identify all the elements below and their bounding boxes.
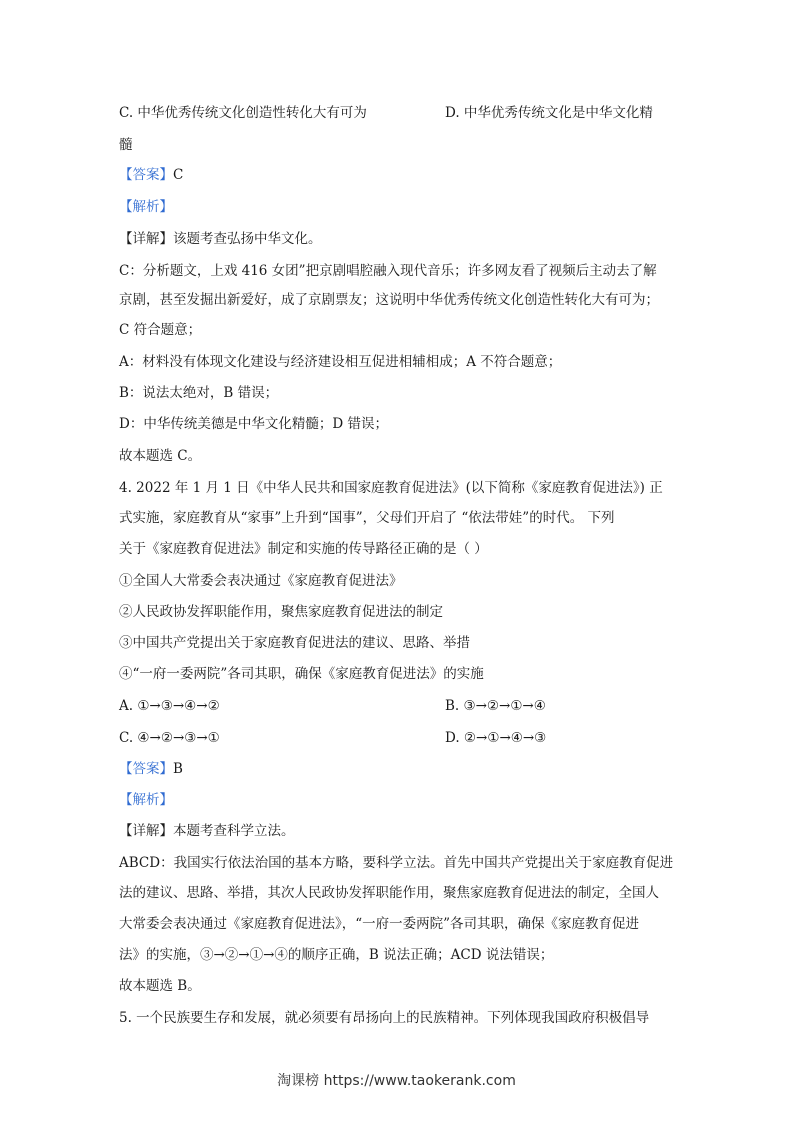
q5-stem-line: 5. 一个民族要生存和发展，就必须要有昂扬向上的民族精神。下列体现我国政府积极倡导 — [119, 1010, 650, 1026]
q4-line: 大常委会表决通过《家庭教育促进法》，“一府一委两院”各司其职，确保《家庭教育促进 — [119, 916, 640, 932]
q4-analysis-tag: 【解析】 — [119, 792, 173, 808]
q3-answer — [119, 166, 183, 184]
q4-item: ④“一府一委两院”各司其职，确保《家庭教育促进法》的实施 — [119, 666, 484, 682]
q4-line: 法的建议、思路、举措，其次人民政协发挥职能作用，聚焦家庭教育促进法的制定，全国人 — [119, 885, 659, 901]
q3-line: 京剧，甚至发掘出新爱好，成了京剧票友；这说明中华优秀传统文化创造性转化大有可为； — [119, 292, 659, 308]
footer-watermark: 淘课榜 https://www.taokerank.com — [277, 1073, 516, 1089]
q4-stem-line: 式实施，家庭教育从“家事”上升到“国事”，父母们开启了 “依法带娃”的时代。 下列 — [119, 510, 615, 526]
detail-tag: 【详解】 — [119, 823, 173, 839]
q3-line: D：中华传统美德是中华文化精髓；D 错误； — [119, 416, 388, 432]
q3-option-d: D. 中华优秀传统文化是中华文化精 — [445, 105, 653, 121]
q4-option-d: D. ②→①→④→③ — [445, 730, 547, 746]
q3-line: A：材料没有体现文化建设与经济建设相互促进相辅相成；A 不符合题意； — [119, 354, 562, 370]
detail-text: 该题考查弘扬中华文化。 — [173, 231, 322, 247]
q4-stem-line: 4. 2022 年 1 月 1 日《中华人民共和国家庭教育促进法》(以下简称《家庭教育促进法》) 正 — [119, 480, 663, 496]
q4-stem-line: 关于《家庭教育促进法》制定和实施的传导路径正确的是（ ） — [119, 541, 488, 557]
q3-line: C：分析题文，上戏 416 女团”把京剧唱腔融入现代音乐；许多网友看了视频后主动去了解 — [119, 263, 657, 279]
q3-line: B：说法太绝对，B 错误； — [119, 385, 279, 401]
q3-option-c: C. 中华优秀传统文化创造性转化大有可为 — [119, 105, 367, 121]
answer-value: C — [173, 167, 184, 183]
q3-detail — [119, 230, 322, 248]
q4-line: ABCD：我国实行依法治国的基本方略，要科学立法。首先中国共产党提出关于家庭教育促进 — [119, 855, 674, 871]
q3-line: C 符合题意； — [119, 322, 202, 338]
detail-text: 本题考查科学立法。 — [173, 823, 295, 839]
q3-analysis-tag: 【解析】 — [119, 199, 173, 215]
q4-detail — [119, 822, 295, 840]
q4-option-c: C. ④→②→③→① — [119, 730, 220, 746]
answer-tag: 【答案】 — [119, 761, 173, 777]
q3-line: 故本题选 C。 — [119, 448, 202, 464]
q4-line: 法》的实施，③→②→①→④的顺序正确，B 说法正确；ACD 说法错误； — [119, 947, 554, 963]
detail-tag: 【详解】 — [119, 231, 173, 247]
q4-option-a: A. ①→③→④→② — [119, 698, 220, 714]
q3-option-d-cont: 髓 — [119, 137, 133, 153]
q4-answer — [119, 760, 183, 778]
answer-value: B — [173, 761, 183, 777]
q4-line: 故本题选 B。 — [119, 978, 201, 994]
q4-option-b: B. ③→②→①→④ — [445, 698, 546, 714]
q4-item: ②人民政协发挥职能作用，聚焦家庭教育促进法的制定 — [119, 604, 443, 620]
q4-item: ①全国人大常委会表决通过《家庭教育促进法》 — [119, 573, 403, 589]
answer-tag: 【答案】 — [119, 167, 173, 183]
q4-item: ③中国共产党提出关于家庭教育促进法的建议、思路、举措 — [119, 635, 470, 651]
